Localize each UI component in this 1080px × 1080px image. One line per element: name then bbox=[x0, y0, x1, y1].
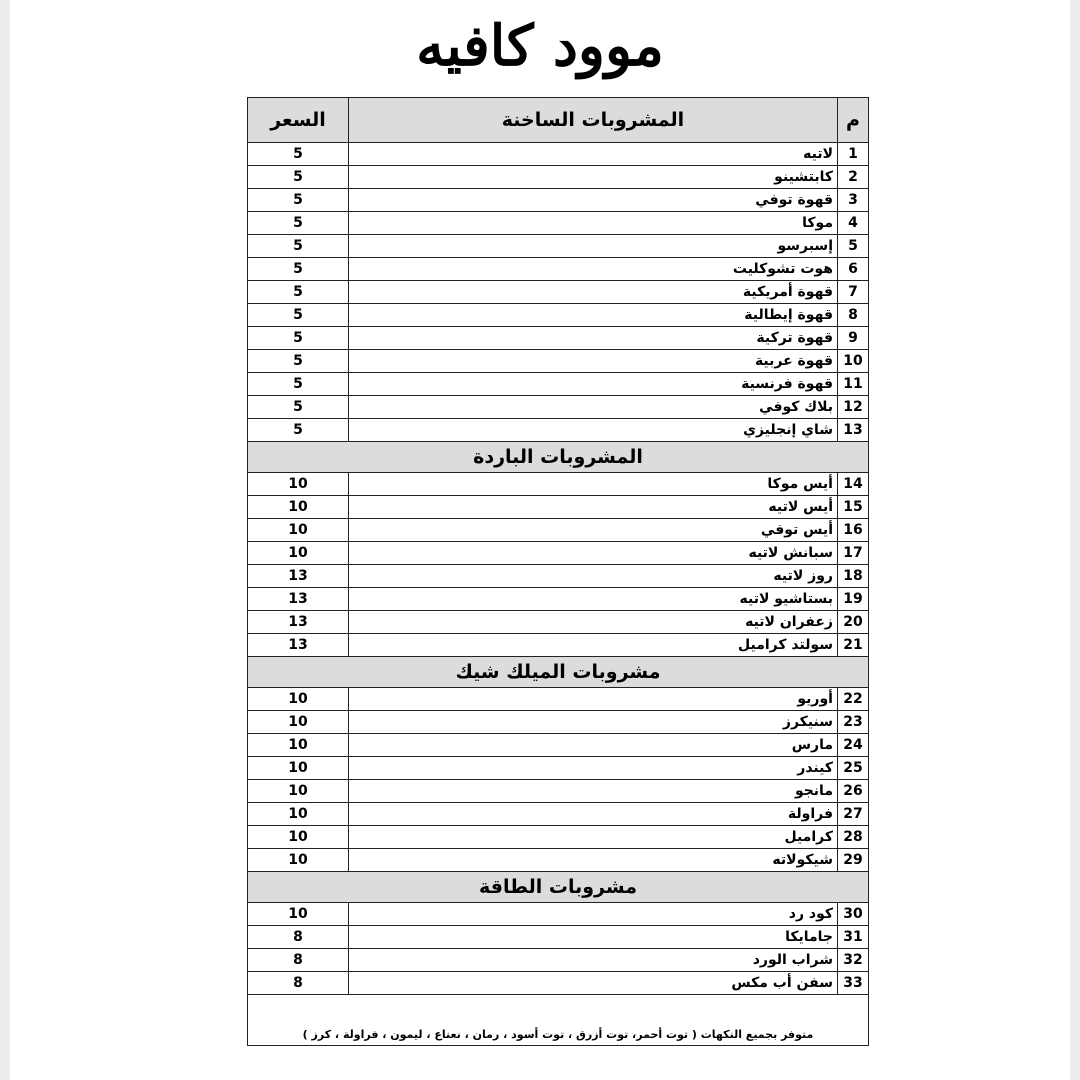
section-title: مشروبات الطاقة bbox=[248, 872, 869, 903]
menu-body bbox=[248, 143, 869, 995]
item-price: 5 bbox=[248, 166, 349, 189]
item-name: شراب الورد bbox=[349, 949, 838, 972]
item-number: 19 bbox=[838, 588, 869, 611]
menu-item-row bbox=[248, 327, 869, 350]
item-price: 5 bbox=[248, 212, 349, 235]
header-number: م bbox=[838, 98, 869, 143]
item-name: كابتشينو bbox=[349, 166, 838, 189]
item-name: قهوة أمريكية bbox=[349, 281, 838, 304]
item-number: 5 bbox=[838, 235, 869, 258]
item-name: قهوة فرنسية bbox=[349, 373, 838, 396]
item-name: بلاك كوفي bbox=[349, 396, 838, 419]
menu-item-row bbox=[248, 496, 869, 519]
item-number: 25 bbox=[838, 757, 869, 780]
item-price: 10 bbox=[248, 757, 349, 780]
menu-item-row bbox=[248, 611, 869, 634]
section-header-row bbox=[248, 442, 869, 473]
menu-item-row bbox=[248, 281, 869, 304]
item-name: مارس bbox=[349, 734, 838, 757]
item-number: 1 bbox=[838, 143, 869, 166]
menu-item-row bbox=[248, 949, 869, 972]
menu-item-row bbox=[248, 849, 869, 872]
item-number: 6 bbox=[838, 258, 869, 281]
item-price: 5 bbox=[248, 281, 349, 304]
item-number: 17 bbox=[838, 542, 869, 565]
item-name: أيس موكا bbox=[349, 473, 838, 496]
item-number: 8 bbox=[838, 304, 869, 327]
item-number: 32 bbox=[838, 949, 869, 972]
item-name: قهوة تركية bbox=[349, 327, 838, 350]
item-price: 10 bbox=[248, 711, 349, 734]
cafe-title: موود كافيه bbox=[416, 13, 664, 79]
item-number: 23 bbox=[838, 711, 869, 734]
item-price: 10 bbox=[248, 849, 349, 872]
item-price: 8 bbox=[248, 949, 349, 972]
item-number: 18 bbox=[838, 565, 869, 588]
item-number: 13 bbox=[838, 419, 869, 442]
item-name: بستاشيو لاتيه bbox=[349, 588, 838, 611]
menu-item-row bbox=[248, 803, 869, 826]
item-name: هوت تشوكليت bbox=[349, 258, 838, 281]
item-name: جامايكا bbox=[349, 926, 838, 949]
menu-item-row bbox=[248, 926, 869, 949]
menu-item-row bbox=[248, 780, 869, 803]
section-title: مشروبات الميلك شيك bbox=[248, 657, 869, 688]
menu-item-row bbox=[248, 519, 869, 542]
item-name: أوريو bbox=[349, 688, 838, 711]
item-price: 5 bbox=[248, 189, 349, 212]
item-name: سنيكرز bbox=[349, 711, 838, 734]
menu-item-row bbox=[248, 258, 869, 281]
menu-item-row bbox=[248, 189, 869, 212]
header-price: السعر bbox=[248, 98, 349, 143]
menu-item-row bbox=[248, 473, 869, 496]
item-price: 5 bbox=[248, 235, 349, 258]
section-header-row bbox=[248, 657, 869, 688]
menu-item-row bbox=[248, 972, 869, 995]
menu-table bbox=[247, 97, 869, 1046]
item-price: 5 bbox=[248, 327, 349, 350]
item-name: قهوة توفي bbox=[349, 189, 838, 212]
menu-item-row bbox=[248, 419, 869, 442]
item-number: 22 bbox=[838, 688, 869, 711]
footer-row bbox=[248, 995, 869, 1046]
item-number: 29 bbox=[838, 849, 869, 872]
item-price: 5 bbox=[248, 350, 349, 373]
item-price: 5 bbox=[248, 396, 349, 419]
menu-item-row bbox=[248, 588, 869, 611]
menu-item-row bbox=[248, 826, 869, 849]
item-number: 4 bbox=[838, 212, 869, 235]
header-hot-drinks: المشروبات الساخنة bbox=[349, 98, 838, 143]
item-name: كيندر bbox=[349, 757, 838, 780]
menu-item-row bbox=[248, 542, 869, 565]
item-name: قهوة إيطالية bbox=[349, 304, 838, 327]
item-number: 3 bbox=[838, 189, 869, 212]
item-price: 13 bbox=[248, 565, 349, 588]
item-price: 10 bbox=[248, 519, 349, 542]
menu-item-row bbox=[248, 688, 869, 711]
item-name: سفن أب مكس bbox=[349, 972, 838, 995]
menu-item-row bbox=[248, 734, 869, 757]
menu-item-row bbox=[248, 143, 869, 166]
item-number: 27 bbox=[838, 803, 869, 826]
item-price: 13 bbox=[248, 634, 349, 657]
item-price: 5 bbox=[248, 258, 349, 281]
item-number: 26 bbox=[838, 780, 869, 803]
item-price: 8 bbox=[248, 972, 349, 995]
menu-item-row bbox=[248, 903, 869, 926]
item-number: 12 bbox=[838, 396, 869, 419]
section-header-row bbox=[248, 872, 869, 903]
item-name: لاتيه bbox=[349, 143, 838, 166]
item-number: 11 bbox=[838, 373, 869, 396]
item-price: 5 bbox=[248, 143, 349, 166]
item-price: 5 bbox=[248, 373, 349, 396]
item-price: 13 bbox=[248, 611, 349, 634]
item-name: أيس لاتيه bbox=[349, 496, 838, 519]
menu-item-row bbox=[248, 634, 869, 657]
item-price: 10 bbox=[248, 688, 349, 711]
flavors-note: متوفر بجميع النكهات ( توت أحمر، توت أزرق ، توت أسود ، رمان ، نعناع ، ليمون ، فراولة ، كرز ) bbox=[248, 995, 869, 1046]
item-number: 33 bbox=[838, 972, 869, 995]
item-name: مانجو bbox=[349, 780, 838, 803]
item-price: 10 bbox=[248, 803, 349, 826]
menu-item-row bbox=[248, 212, 869, 235]
menu-item-row bbox=[248, 711, 869, 734]
item-number: 20 bbox=[838, 611, 869, 634]
menu-item-row bbox=[248, 757, 869, 780]
item-price: 10 bbox=[248, 734, 349, 757]
item-number: 15 bbox=[838, 496, 869, 519]
item-name: شيكولاته bbox=[349, 849, 838, 872]
item-name: كراميل bbox=[349, 826, 838, 849]
item-number: 31 bbox=[838, 926, 869, 949]
item-price: 10 bbox=[248, 826, 349, 849]
item-name: سبانش لاتيه bbox=[349, 542, 838, 565]
item-number: 14 bbox=[838, 473, 869, 496]
menu-item-row bbox=[248, 304, 869, 327]
item-name: إسبرسو bbox=[349, 235, 838, 258]
menu-item-row bbox=[248, 166, 869, 189]
menu-header-row bbox=[248, 98, 869, 143]
item-name: موكا bbox=[349, 212, 838, 235]
item-name: روز لاتيه bbox=[349, 565, 838, 588]
menu-item-row bbox=[248, 373, 869, 396]
item-price: 10 bbox=[248, 496, 349, 519]
menu-sheet bbox=[10, 0, 1070, 1080]
item-number: 24 bbox=[838, 734, 869, 757]
item-price: 5 bbox=[248, 419, 349, 442]
item-price: 5 bbox=[248, 304, 349, 327]
item-name: أيس توفي bbox=[349, 519, 838, 542]
item-name: قهوة عربية bbox=[349, 350, 838, 373]
item-number: 21 bbox=[838, 634, 869, 657]
item-number: 7 bbox=[838, 281, 869, 304]
item-number: 30 bbox=[838, 903, 869, 926]
section-title: المشروبات الباردة bbox=[248, 442, 869, 473]
item-number: 9 bbox=[838, 327, 869, 350]
item-price: 13 bbox=[248, 588, 349, 611]
item-price: 10 bbox=[248, 780, 349, 803]
item-number: 10 bbox=[838, 350, 869, 373]
menu-item-row bbox=[248, 565, 869, 588]
item-number: 2 bbox=[838, 166, 869, 189]
menu-item-row bbox=[248, 350, 869, 373]
item-name: سولتد كراميل bbox=[349, 634, 838, 657]
item-name: كود رد bbox=[349, 903, 838, 926]
item-price: 10 bbox=[248, 903, 349, 926]
item-number: 28 bbox=[838, 826, 869, 849]
item-price: 10 bbox=[248, 542, 349, 565]
item-name: شاي إنجليزي bbox=[349, 419, 838, 442]
item-number: 16 bbox=[838, 519, 869, 542]
item-name: زعفران لاتيه bbox=[349, 611, 838, 634]
item-price: 10 bbox=[248, 473, 349, 496]
menu-item-row bbox=[248, 235, 869, 258]
menu-item-row bbox=[248, 396, 869, 419]
item-price: 8 bbox=[248, 926, 349, 949]
item-name: فراولة bbox=[349, 803, 838, 826]
